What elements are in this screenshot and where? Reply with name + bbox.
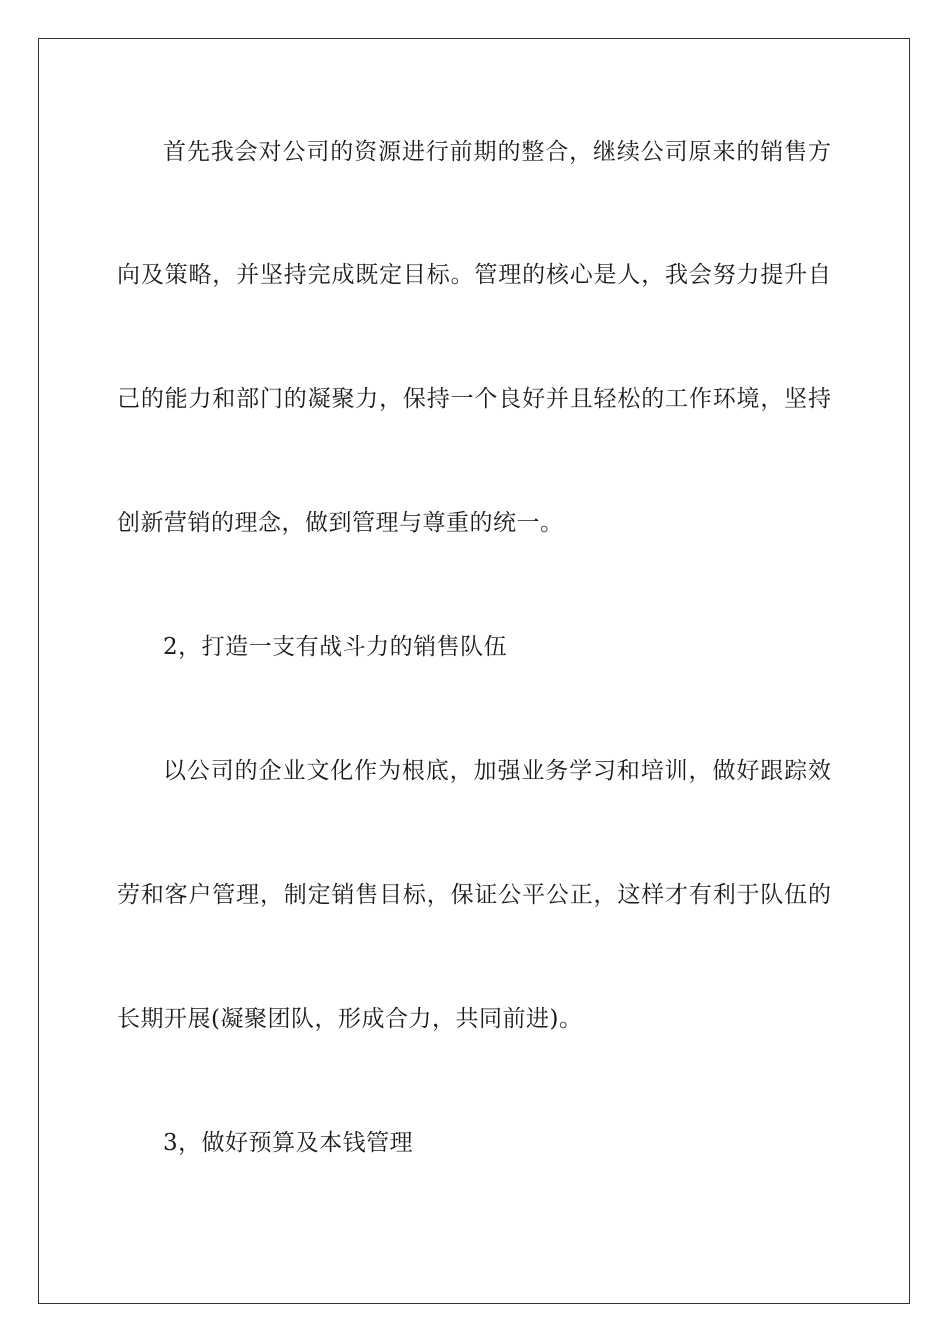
paragraph-2-line-3: 长期开展(凝聚团队，形成合力，共同前进)。 bbox=[117, 1006, 583, 1032]
section-heading-2: 2，打造一支有战斗力的销售队伍 bbox=[163, 634, 508, 660]
paragraph-1-line-2: 向及策略，并坚持完成既定目标。管理的核心是人，我会努力提升自 bbox=[117, 262, 831, 288]
page-border bbox=[38, 38, 910, 1304]
paragraph-1-line-1: 首先我会对公司的资源进行前期的整合，继续公司原来的销售方 bbox=[163, 139, 831, 165]
paragraph-1-line-4: 创新营销的理念，做到管理与尊重的统一。 bbox=[117, 510, 564, 536]
paragraph-2-line-2: 劳和客户管理，制定销售目标，保证公平公正，这样才有利于队伍的 bbox=[117, 882, 831, 908]
section-heading-3: 3，做好预算及本钱管理 bbox=[163, 1130, 414, 1156]
paragraph-1-line-3: 己的能力和部门的凝聚力，保持一个良好并且轻松的工作环境，坚持 bbox=[117, 386, 831, 412]
paragraph-2-line-1: 以公司的企业文化作为根底，加强业务学习和培训，做好跟踪效 bbox=[163, 758, 831, 784]
